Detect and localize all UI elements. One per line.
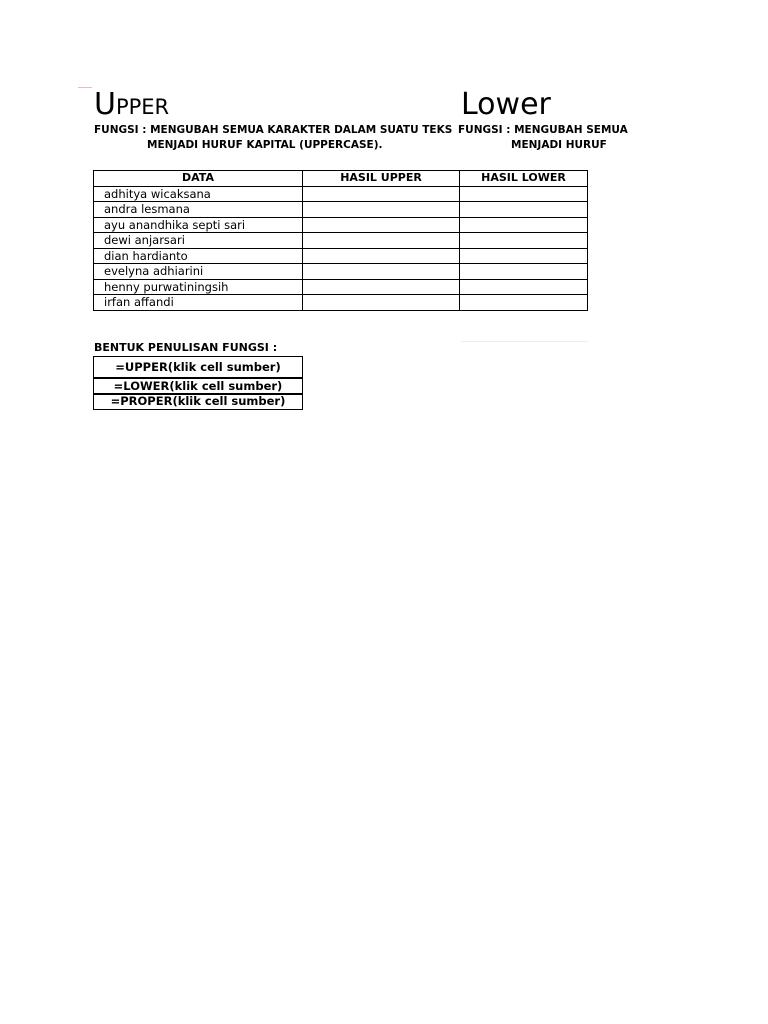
decorative-tick [78,87,92,88]
data-cell[interactable]: dian hardianto [94,248,303,264]
hasil-lower-cell[interactable] [460,202,588,218]
table-row [94,202,588,218]
title-lower: Lower [461,87,551,122]
hasil-upper-cell[interactable] [303,295,460,311]
data-table [93,170,588,311]
table-row [94,233,588,249]
table-row [94,186,588,202]
hasil-upper-cell[interactable] [303,217,460,233]
hasil-lower-cell[interactable] [460,264,588,280]
formula-lower[interactable]: =LOWER(klik cell sumber) [93,378,303,395]
data-cell[interactable]: adhitya wicaksana [94,186,303,202]
hasil-lower-cell[interactable] [460,295,588,311]
formula-label: BENTUK PENULISAN FUNGSI : [94,341,278,354]
hasil-lower-cell[interactable] [460,279,588,295]
hasil-lower-cell[interactable] [460,186,588,202]
description-lower-line1: FUNGSI : MENGUBAH SEMUA [458,124,628,136]
hasil-lower-cell[interactable] [460,233,588,249]
data-cell[interactable]: henny purwatiningsih [94,279,303,295]
hasil-upper-cell[interactable] [303,248,460,264]
description-upper [94,123,460,153]
formula-proper[interactable]: =PROPER(klik cell sumber) [93,393,303,410]
hasil-lower-cell[interactable] [460,217,588,233]
description-lower [458,123,628,153]
description-lower-line2: MENJADI HURUF [511,139,607,151]
hasil-upper-cell[interactable] [303,202,460,218]
data-cell[interactable]: irfan affandi [94,295,303,311]
table-row [94,217,588,233]
table-row [94,279,588,295]
data-cell[interactable]: dewi anjarsari [94,233,303,249]
table-row [94,295,588,311]
divider [461,341,588,342]
hasil-upper-cell[interactable] [303,186,460,202]
hasil-lower-cell[interactable] [460,248,588,264]
description-upper-line2: MENJADI HURUF KAPITAL (UPPERCASE). [147,139,383,151]
title-upper: Upper [94,87,170,122]
data-cell[interactable]: andra lesmana [94,202,303,218]
formula-upper[interactable]: =UPPER(klik cell sumber) [93,356,303,378]
table-header-row [94,171,588,187]
header-data[interactable]: DATA [94,171,303,187]
hasil-upper-cell[interactable] [303,264,460,280]
table-row [94,248,588,264]
data-cell[interactable]: ayu anandhika septi sari [94,217,303,233]
description-upper-line1: FUNGSI : MENGUBAH SEMUA KARAKTER DALAM SUATU TEKS [94,124,453,136]
hasil-upper-cell[interactable] [303,279,460,295]
table-row [94,264,588,280]
header-hasil-upper[interactable]: HASIL UPPER [303,171,460,187]
header-hasil-lower[interactable]: HASIL LOWER [460,171,588,187]
hasil-upper-cell[interactable] [303,233,460,249]
data-cell[interactable]: evelyna adhiarini [94,264,303,280]
